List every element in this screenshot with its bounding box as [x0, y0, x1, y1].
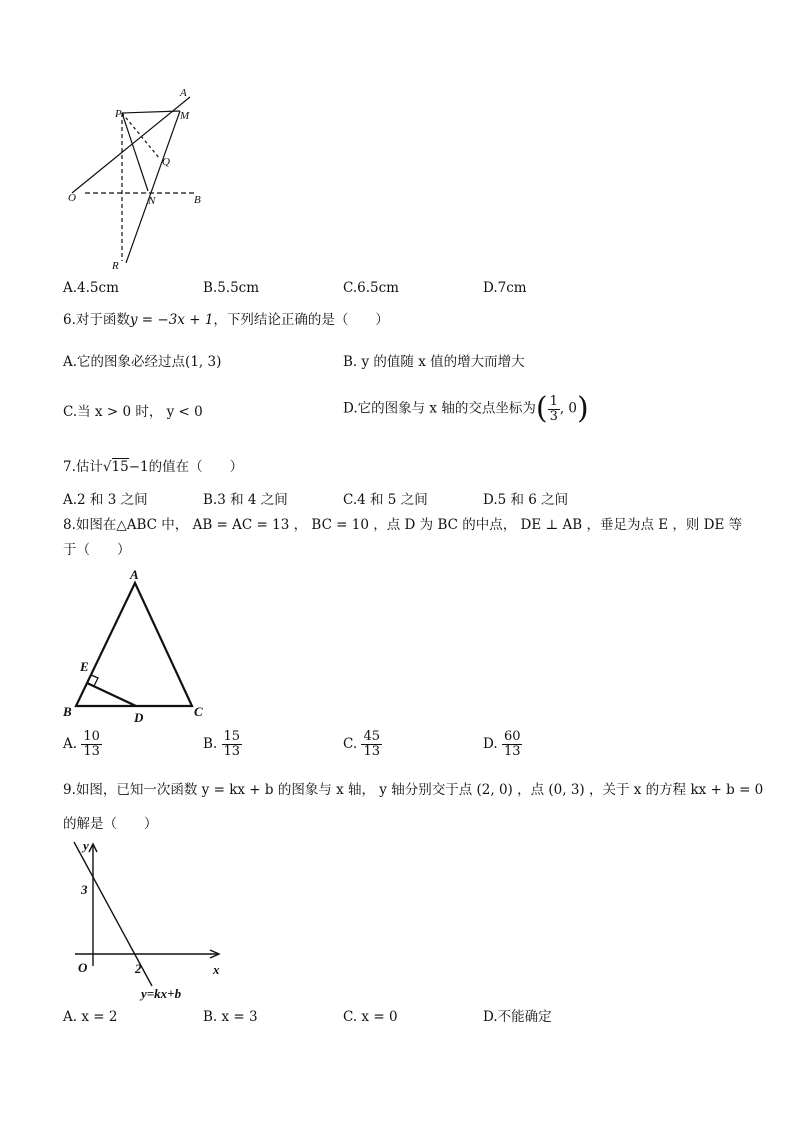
q9-option-c[interactable]: C. x = 0 — [343, 1009, 398, 1025]
q9-option-d[interactable]: D.不能确定 — [483, 1009, 552, 1025]
q6-stem-prefix: 6.对于函数 — [63, 312, 130, 328]
tick-label-3: 3 — [81, 882, 88, 897]
label-Q: Q — [162, 156, 170, 168]
q7-option-b[interactable]: B.3 和 4 之间 — [203, 492, 288, 508]
label-N: N — [148, 195, 156, 207]
q8-a-fraction — [81, 730, 102, 759]
axis-y-label: y — [83, 838, 89, 853]
q5-option-c[interactable]: C.6.5cm — [343, 280, 399, 296]
origin-label: O — [78, 960, 88, 975]
q9-stem-line2: 的解是（ ） — [63, 816, 158, 832]
q6-stem-suffix: ，下列结论正确的是（ ） — [213, 312, 389, 328]
q5-option-a[interactable]: A.4.5cm — [63, 280, 119, 296]
label-P: P — [115, 108, 122, 120]
q8-a-num: 10 — [83, 729, 100, 744]
q6-option-b[interactable]: B. y 的值随 x 值的增大而增大 — [343, 354, 525, 370]
q6-option-c[interactable]: C.当 x > 0 时， y < 0 — [63, 404, 203, 420]
q8-c-fraction — [361, 730, 382, 759]
label-E: E — [80, 659, 89, 674]
q6-a-point: (1, 3) — [185, 354, 222, 370]
q5-option-b[interactable]: B.5.5cm — [203, 280, 260, 296]
q6-option-a[interactable] — [63, 353, 221, 371]
tick-label-2: 2 — [135, 961, 142, 976]
q8-b-letter: B. — [203, 736, 218, 752]
q8-option-b[interactable] — [203, 730, 242, 759]
q9-stem-line1: 9.如图，已知一次函数 y = kx + b 的图象与 x 轴， y 轴分别交于点 (2, 0) ，点 (0, 3) ，关于 x 的方程 kx + b = 0 — [63, 782, 764, 798]
q6-a-text: A.它的图象必经过点 — [63, 354, 186, 370]
q6-d-text: D.它的图象与 x 轴的交点坐标为 — [343, 400, 536, 417]
q6-d-fraction — [548, 395, 560, 424]
q8-b-num: 15 — [223, 729, 241, 744]
q8-c-den: 13 — [363, 744, 380, 759]
q6-d-num: 1 — [549, 393, 558, 409]
q8-a-den: 13 — [83, 744, 100, 759]
q8-option-c[interactable] — [343, 730, 382, 759]
q8-option-d[interactable] — [483, 730, 522, 759]
q8-stem-line2: 于（ ） — [63, 542, 131, 558]
q8-stem-line1: 8.如图在△ABC 中， AB = AC = 13 ， BC = 10 ，点 D 为 BC 的中点， DE ⊥ AB ，垂足为点 E ，则 DE 等 — [63, 517, 743, 533]
q5-figure — [60, 85, 220, 275]
q8-a-letter: A. — [63, 736, 78, 752]
label-B: B — [63, 704, 72, 719]
label-A: A — [180, 87, 187, 99]
label-A: A — [130, 567, 139, 582]
q8-c-num: 45 — [363, 729, 380, 744]
line-equation-label: y=kx+b — [141, 986, 182, 1001]
label-M: M — [180, 110, 190, 122]
q7-stem-mid: −1 — [128, 459, 149, 475]
q9-figure — [60, 836, 230, 1006]
q9-option-b[interactable]: B. x = 3 — [203, 1009, 258, 1025]
q7-radicand: 15 — [111, 459, 129, 475]
q5-option-d[interactable]: D.7cm — [483, 280, 527, 296]
q6-stem — [63, 311, 389, 329]
q8-c-letter: C. — [343, 736, 358, 752]
q6-stem-formula: y = −3x + 1 — [129, 312, 214, 328]
q8-b-den: 13 — [223, 744, 241, 759]
q7-stem — [63, 458, 243, 476]
label-R: R — [112, 260, 119, 272]
q6-option-d[interactable]: D.它的图象与 x 轴的交点坐标为( $\frac{1}{3}$ , 0) — [343, 391, 589, 426]
q6-d-den: 3 — [549, 408, 558, 424]
q7-stem-suffix: 的值在（ ） — [148, 459, 244, 475]
q8-d-fraction — [502, 730, 523, 759]
q8-d-num: 60 — [503, 729, 521, 744]
axis-x-label: x — [213, 962, 220, 977]
q8-b-fraction — [222, 730, 243, 759]
q9-option-a[interactable]: A. x = 2 — [63, 1009, 118, 1025]
q8-d-den: 13 — [503, 744, 521, 759]
q8-option-a[interactable] — [63, 730, 102, 759]
label-D: D — [134, 710, 144, 725]
q7-option-c[interactable]: C.4 和 5 之间 — [343, 492, 428, 508]
sqrt-sign: √ — [102, 459, 112, 475]
q7-option-d[interactable]: D.5 和 6 之间 — [483, 492, 569, 508]
q6-d-tail: , 0 — [559, 400, 578, 417]
q8-d-letter: D. — [483, 736, 498, 752]
label-O: O — [68, 192, 76, 204]
label-C: C — [194, 704, 203, 719]
q7-option-a[interactable]: A.2 和 3 之间 — [63, 492, 148, 508]
q7-stem-prefix: 7.估计 — [63, 459, 103, 475]
label-B: B — [194, 194, 201, 206]
q8-figure — [60, 565, 220, 725]
